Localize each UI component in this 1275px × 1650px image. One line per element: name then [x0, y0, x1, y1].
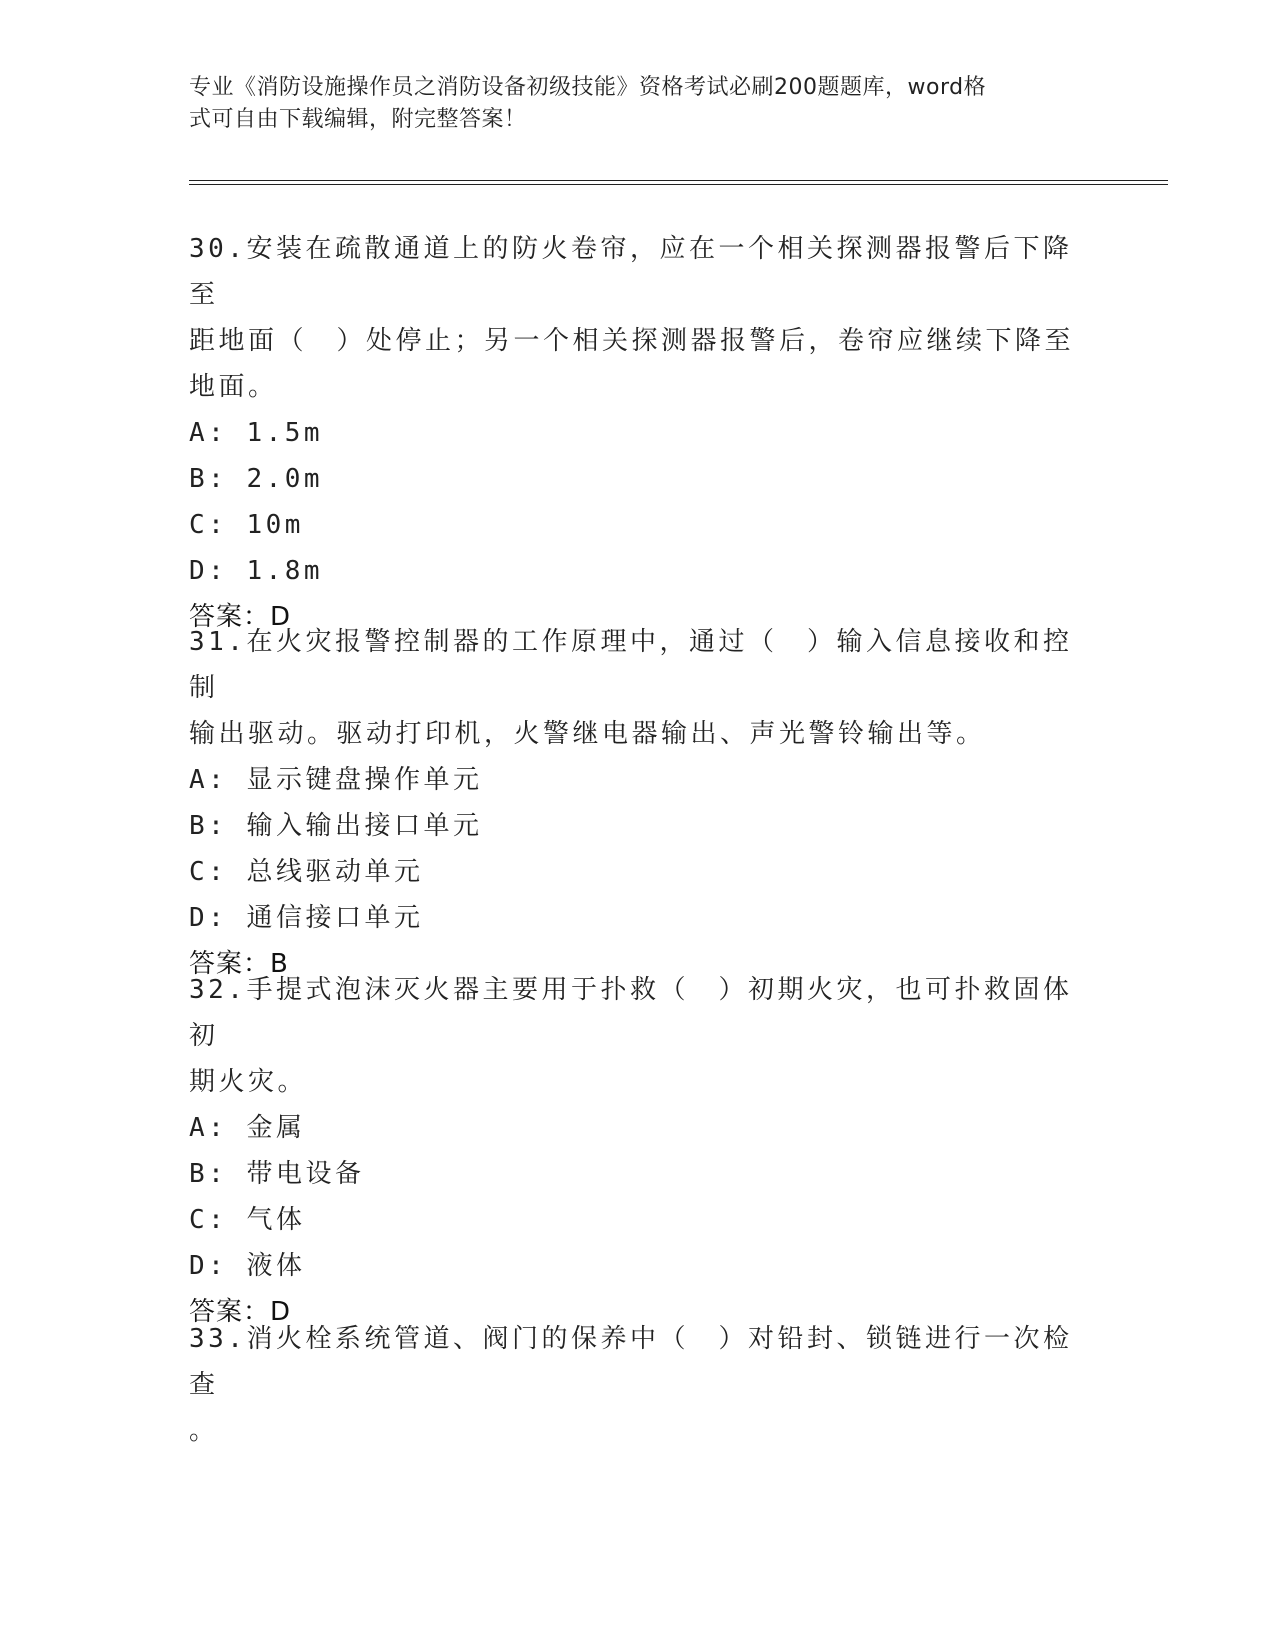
option-d: D: 通信接口单元: [189, 903, 424, 933]
option-a: A: 显示键盘操作单元: [189, 765, 483, 795]
option-c: C: 10m: [189, 510, 304, 540]
option-a: A: 1.5m: [189, 418, 324, 448]
answer-value: B: [270, 949, 289, 979]
answer-label: 答案：: [189, 1297, 271, 1327]
question-text-line: 31.在火灾报警控制器的工作原理中，通过（ ）输入信息接收和控制: [189, 627, 1073, 703]
question-text-line: 期火灾。: [189, 1067, 308, 1097]
option-b: B: 输入输出接口单元: [189, 811, 483, 841]
question-32: [189, 967, 1089, 1335]
option-d: D: 1.8m: [189, 556, 324, 586]
option-c: C: 总线驱动单元: [189, 857, 424, 887]
question-text-line: 。: [189, 1416, 219, 1446]
header-divider-bottom: [189, 184, 1168, 185]
option-c: C: 气体: [189, 1205, 306, 1235]
question-text-line: 30.安装在疏散通道上的防火卷帘，应在一个相关探测器报警后下降至: [189, 234, 1073, 310]
answer-label: 答案：: [189, 949, 271, 979]
header-line-1: 专业《消防设施操作员之消防设备初级技能》资格考试必刷200题题库，word格: [189, 75, 987, 100]
answer-value: D: [270, 602, 292, 632]
answer-label: 答案：: [189, 602, 271, 632]
question-text-line: 32.手提式泡沫灭火器主要用于扑救（ ）初期火灾，也可扑救固体初: [189, 975, 1073, 1051]
question-text-line: 输出驱动。驱动打印机，火警继电器输出、声光警铃输出等。: [189, 719, 986, 749]
header-divider-top: [189, 180, 1168, 181]
option-b: B: 带电设备: [189, 1159, 365, 1189]
option-d: D: 液体: [189, 1251, 306, 1281]
answer-value: D: [270, 1297, 292, 1327]
question-33: [189, 1316, 1089, 1454]
question-31: [189, 619, 1089, 987]
question-text-line: 地面。: [189, 372, 278, 402]
document-header: [189, 72, 1089, 136]
question-text-line: 距地面（ ）处停止；另一个相关探测器报警后，卷帘应继续下降至: [189, 326, 1075, 356]
option-a: A: 金属: [189, 1113, 306, 1143]
question-30: [189, 226, 1089, 640]
option-b: B: 2.0m: [189, 464, 324, 494]
question-text-line: 33.消火栓系统管道、阀门的保养中（ ）对铅封、锁链进行一次检查: [189, 1324, 1073, 1400]
header-line-2: 式可自由下载编辑，附完整答案！: [189, 107, 527, 132]
